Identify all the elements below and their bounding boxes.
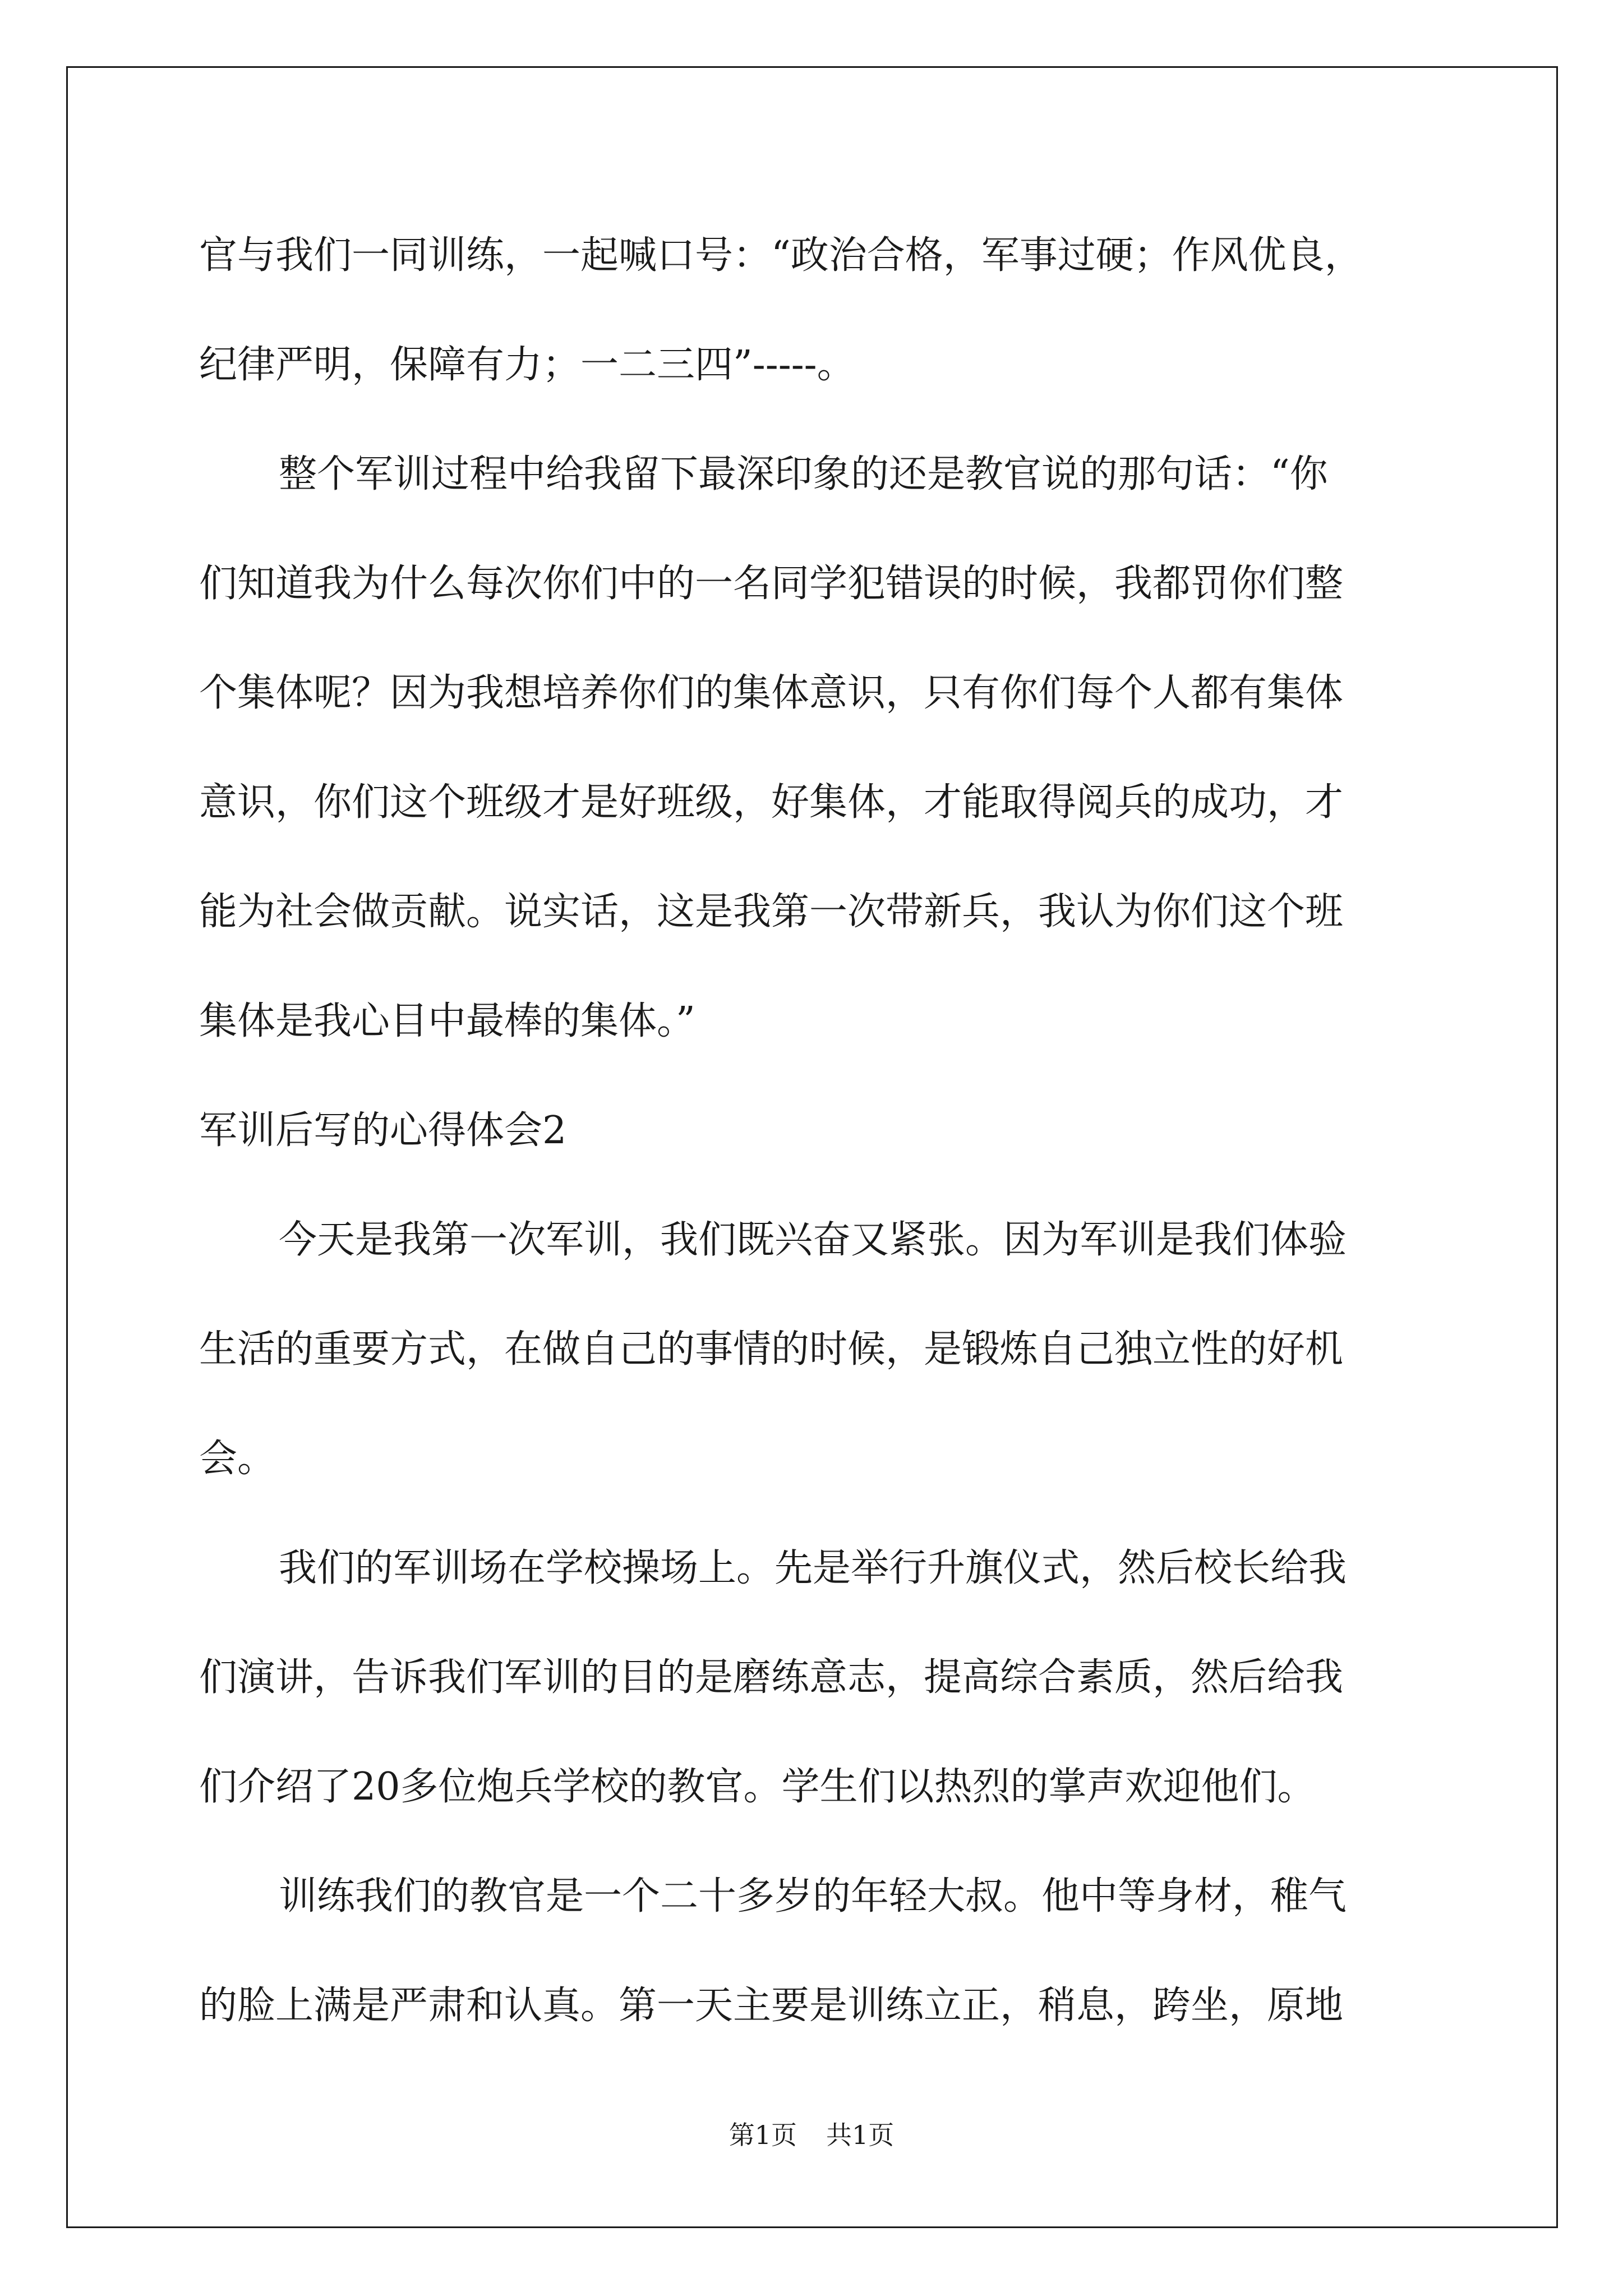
paragraph-line: 的脸上满是严肃和认真。第一天主要是训练立正，稍息，跨坐，原地	[199, 1984, 1344, 2028]
paragraph-line: 个集体呢？因为我想培养你们的集体意识，只有你们每个人都有集体	[199, 671, 1344, 715]
paragraph-line: 纪律严明，保障有力；一二三四”-----。	[199, 343, 855, 387]
paragraph-line: 训练我们的教官是一个二十多岁的年轻大叔。他中等身材，稚气	[279, 1874, 1347, 1918]
paragraph-line: 们介绍了20多位炮兵学校的教官。学生们以热烈的掌声欢迎他们。	[199, 1765, 1316, 1809]
paragraph-line: 我们的军训场在学校操场上。先是举行升旗仪式，然后校长给我	[279, 1546, 1347, 1590]
paragraph-line: 能为社会做贡献。说实话，这是我第一次带新兵，我认为你们这个班	[199, 890, 1344, 934]
paragraph-line: 们知道我为什么每次你们中的一名同学犯错误的时候，我都罚你们整	[199, 562, 1344, 606]
document-body	[199, 201, 1433, 2060]
paragraph-line: 意识，你们这个班级才是好班级，好集体，才能取得阅兵的成功，才	[199, 780, 1344, 825]
paragraph-line: 会。	[199, 1437, 276, 1481]
paragraph-line: 集体是我心目中最棒的集体。”	[199, 999, 695, 1043]
paragraph-line: 整个军训过程中给我留下最深印象的还是教官说的那句话：“你	[279, 452, 1328, 496]
section-heading: 军训后写的心得体会2	[199, 1108, 567, 1153]
paragraph-line: 官与我们一同训练，一起喊口号：“政治合格，军事过硬；作风优良，	[199, 233, 1363, 278]
paragraph-line: 生活的重要方式，在做自己的事情的时候，是锻炼自己独立性的好机	[199, 1327, 1344, 1372]
page-footer	[0, 2118, 1623, 2152]
page-number: 第1页	[728, 2120, 797, 2150]
paragraph-line: 今天是我第一次军训，我们既兴奋又紧张。因为军训是我们体验	[279, 1218, 1347, 1262]
paragraph-line: 们演讲，告诉我们军训的目的是磨练意志，提高综合素质，然后给我	[199, 1655, 1344, 1700]
page-total: 共1页	[826, 2120, 895, 2150]
